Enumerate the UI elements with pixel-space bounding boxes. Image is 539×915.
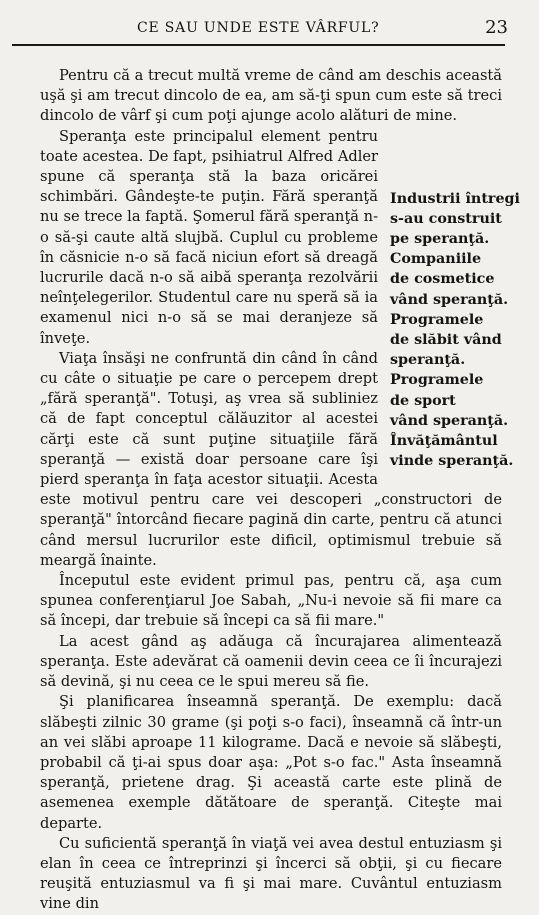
- pull-quote-line: Programele: [390, 311, 484, 328]
- page-header: [22, 14, 512, 42]
- paragraph: Viaţa însăşi ne confruntă din când în când cu câte o situaţie pe care o percepem drept „fără speranţă". Totuşi, aş vrea să subliniez că de fapt conceptul călăuzitor al acestei cărţi este că sunt puţine situaţiile fără speranţă — există doar persoane care îşi pierd speranţa în faţa acestor situaţii. Acesta este motivul pentru care vei descoperi „constructori de speranţă" întorcând fiecare pagină din carte, pentru că atunci când mersul lucrurilor este dificil, optimismul trebuie să meargă înainte.: [40, 349, 502, 569]
- paragraph: Pentru că a trecut multă vreme de când am deschis această uşă şi am trecut dincolo de ea, am să-ţi spun cum este să treci dincolo de vârf şi cum poţi ajunge acolo alături de mine.: [40, 67, 502, 125]
- pull-quote-line: de cosmetice: [390, 271, 495, 288]
- pull-quote-line: vând speranţă.: [390, 412, 509, 429]
- page-number: 23: [485, 17, 508, 38]
- paragraph: Cu suficientă speranţă în viaţă vei avea destul entuziasm şi elan în ceea ce întreprinzi şi încerci să obţii, şi cu fiecare reuşită entuziasmul va fi şi mai mare. Cuvântul entuziasm vine din: [40, 834, 502, 913]
- pull-quote-line: vând speranţă.: [390, 291, 509, 308]
- pull-quote-line: speranţă.: [390, 352, 466, 369]
- paragraph: Şi planificarea înseamnă speranţă. De exemplu: dacă slăbeşti zilnic 30 grame (şi poţi s-o faci), înseamnă că într-un an vei slăbi aproape 11 kilograme. Dacă e nevoie să slăbeşti, probabil că ţi-ai spus doar aşa: „Pot s-o fac." Asta înseamnă speranţă, prietene drag. Şi această carte este plină de asemenea exemple dătătoare de speranţă. Citeşte mai departe.: [40, 693, 502, 832]
- pull-quote-line: de slăbit vând: [390, 332, 502, 349]
- paragraph-text: Speranţa este principalul element pentru toate acestea. De fapt, psihiatrul Alfred Adler spune că speranţa stă la baza oricărei schimbări. Gândeşte-te puţin. Fără speranţă nu se trece la faptă. Şomerul fără speranţă n-o să-şi caute altă slujbă. Cuplul cu probleme în căsnicie n-o să facă niciun efort să dreagă lucrurile dacă n-o să aibă speranţa rezolvării neînţelegerilor. Studentul care nu speră să ia examenul nici n-o să se mai deranjeze să înveţe.: [40, 127, 378, 347]
- sidebar-pull-quote: [390, 189, 525, 472]
- body-text: [40, 66, 520, 915]
- pull-quote-line: Companiile: [390, 251, 482, 268]
- pull-quote-line: Programele: [390, 372, 484, 389]
- running-title: CE SAU UNDE ESTE VÂRFUL?: [137, 20, 380, 36]
- pull-quote-line: s-au construit: [390, 210, 502, 227]
- pull-quote-line: Învăţământul: [390, 433, 498, 450]
- paragraph: Începutul este evident primul pas, pentru că, aşa cum spunea conferenţiarul Joe Sabah, „Nu-i nevoie să fii mare ca să începi, dar trebuie să începi ca să fii mare.": [40, 572, 502, 630]
- pull-quote-line: de sport: [390, 392, 456, 409]
- pull-quote-line: Industrii întregi: [390, 190, 520, 207]
- pull-quote-line: vinde speranţă.: [390, 453, 514, 470]
- paragraph: La acest gând aş adăuga că încurajarea alimentează speranţa. Este adevărat că oamenii devin ceea ce îi încurajezi să devină, şi nu ceea ce le spui mereu să fie.: [40, 632, 502, 691]
- pull-quote-line: pe speranţă.: [390, 231, 490, 248]
- header-rule: [12, 44, 505, 46]
